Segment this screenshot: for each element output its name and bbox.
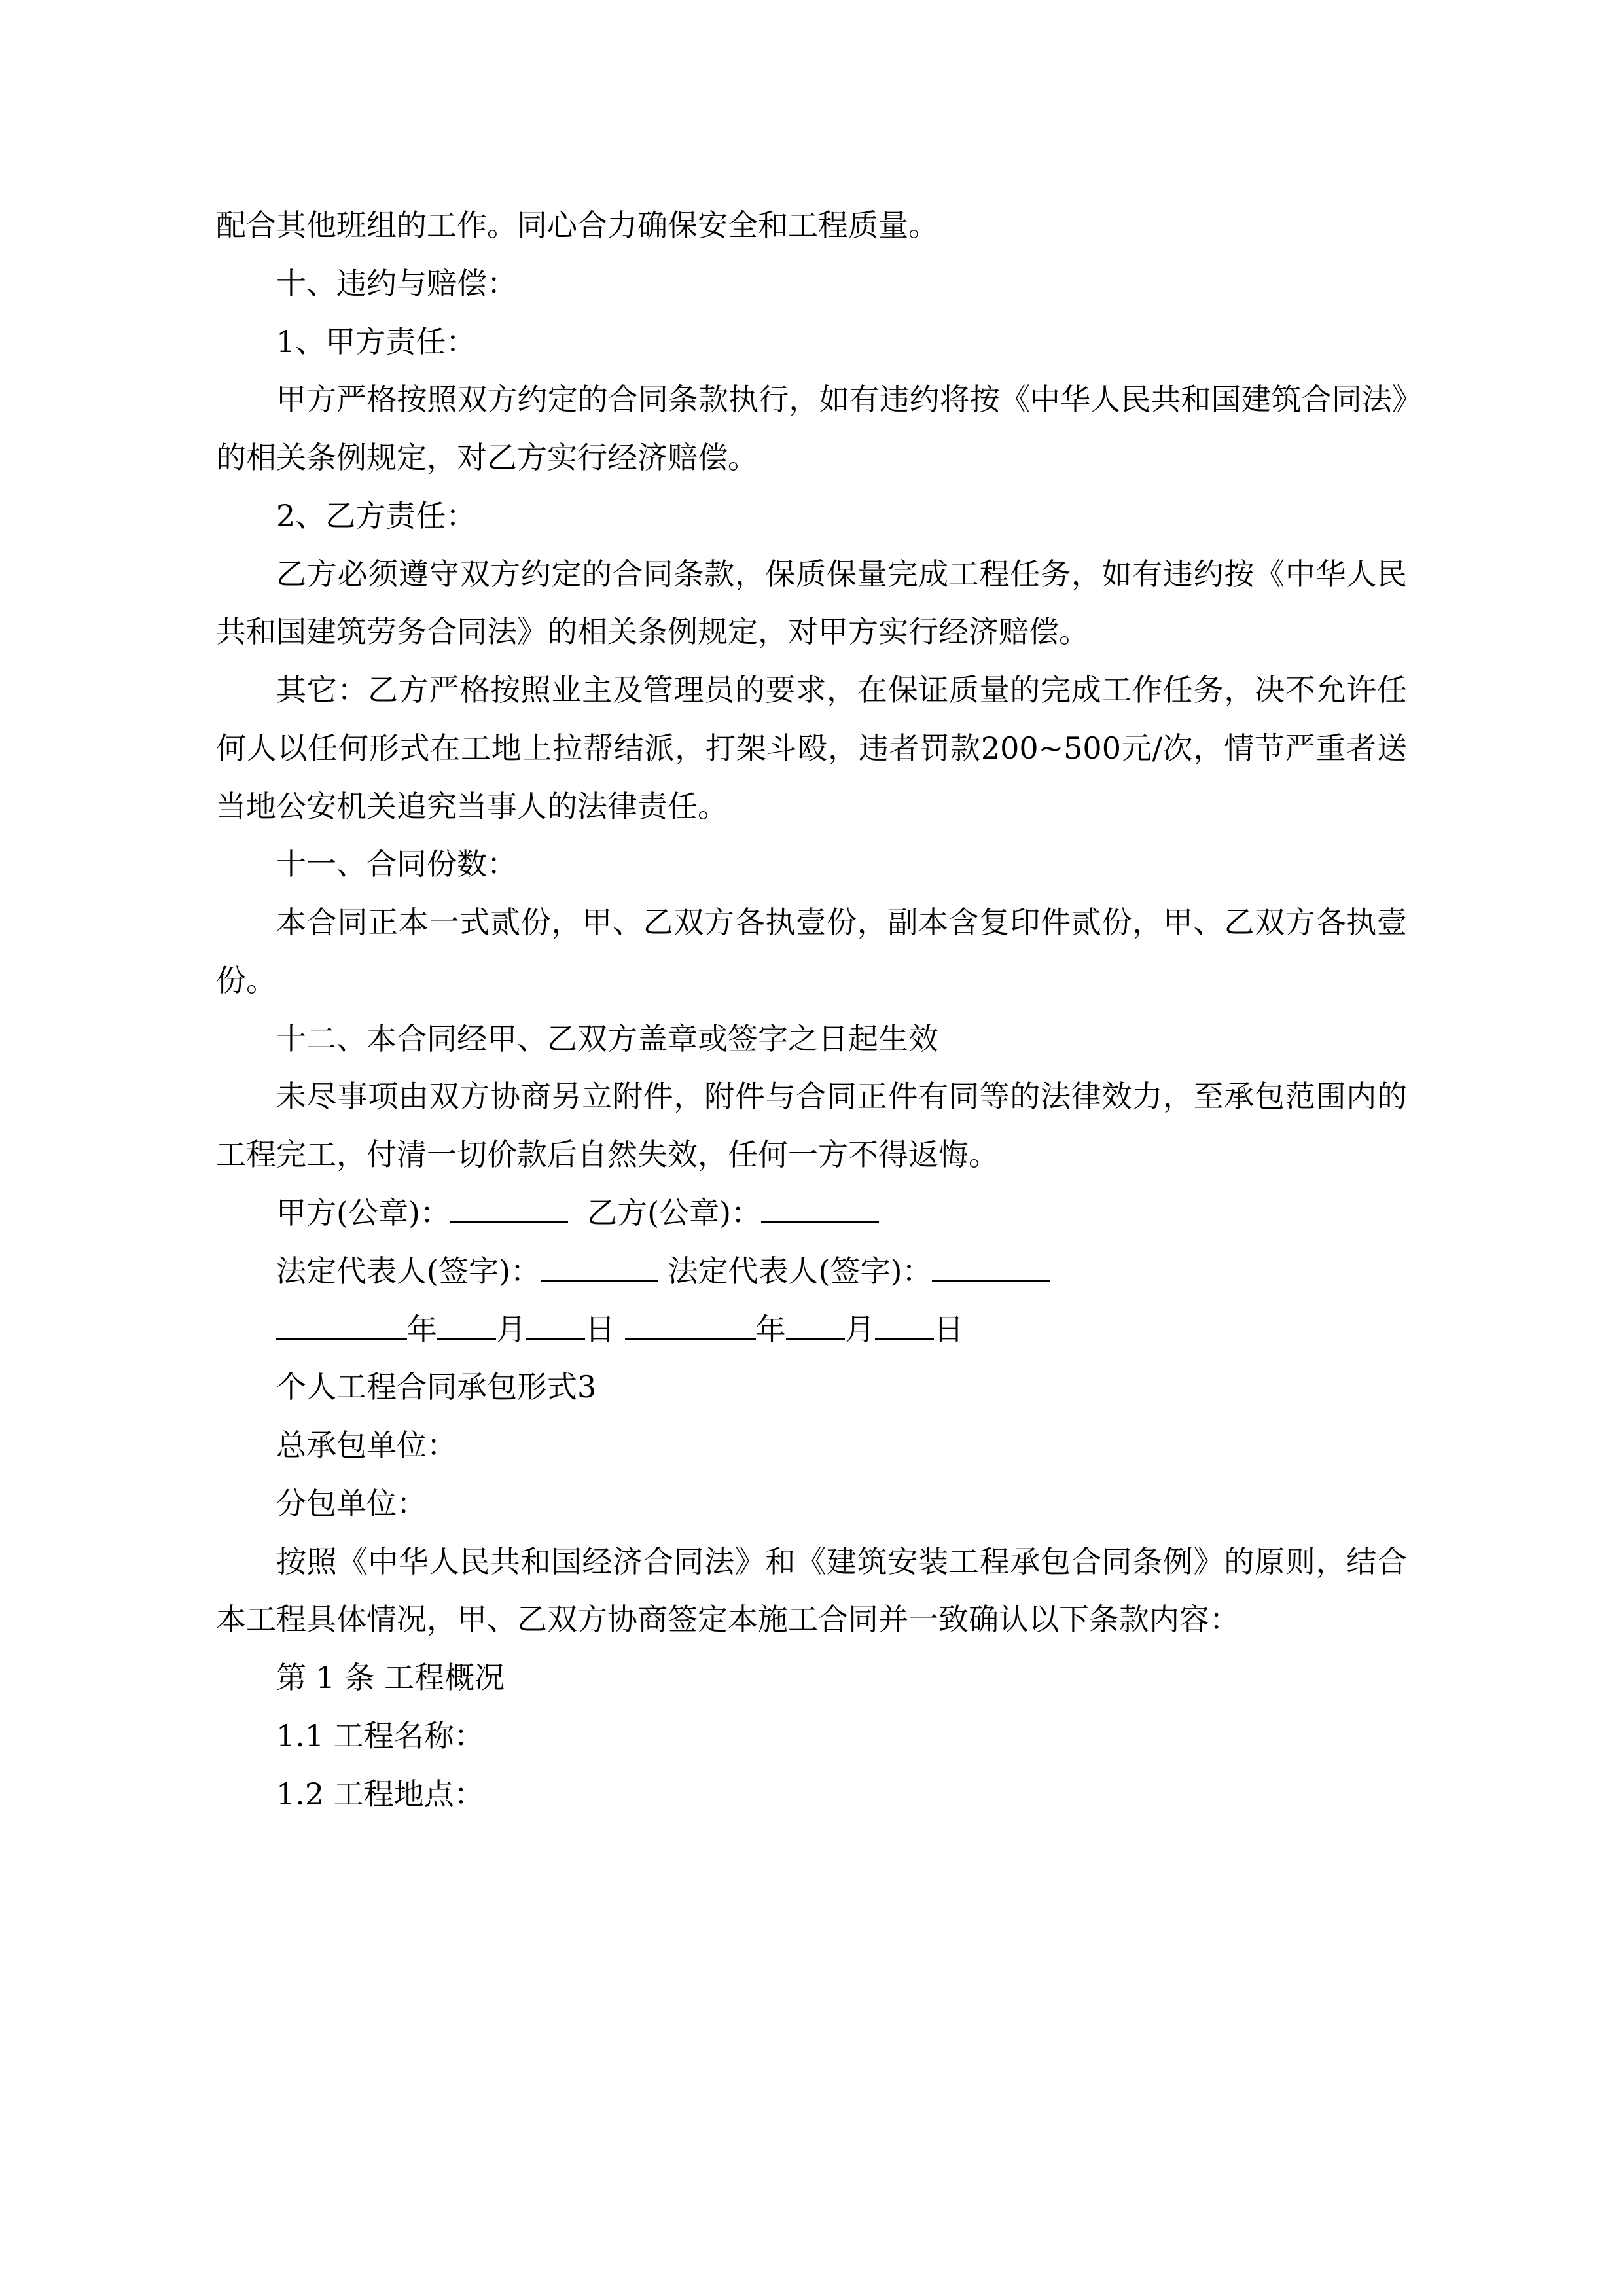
signature-rep-line xyxy=(216,1242,1407,1300)
month-label-a: 月 xyxy=(496,1311,526,1347)
paragraph: 甲方严格按照双方约定的合同条款执行，如有违约将按《中华人民共和国建筑合同法》的相关条例规定，对乙方实行经济赔偿。 xyxy=(216,382,1407,476)
paragraph: 分包单位： xyxy=(276,1485,427,1521)
party-a-seal-label: 甲方(公章)： xyxy=(276,1195,450,1231)
paragraph: 1.2 工程地点： xyxy=(276,1776,484,1812)
party-b-rep-label: 法定代表人(签字)： xyxy=(668,1253,933,1289)
party-a-rep-blank[interactable] xyxy=(541,1280,658,1282)
party-a-seal-blank[interactable] xyxy=(450,1221,568,1223)
paragraph: 1.1 工程名称： xyxy=(276,1717,484,1753)
paragraph: 本合同正本一式贰份，甲、乙双方各执壹份，副本含复印件贰份，甲、乙双方各执壹份。 xyxy=(216,905,1407,998)
party-b-rep-blank[interactable] xyxy=(932,1280,1050,1282)
document-body xyxy=(216,196,1407,1823)
paragraph: 十一、合同份数： xyxy=(276,846,517,882)
paragraph: 其它：乙方严格按照业主及管理员的要求，在保证质量的完成工作任务，决不允许任何人以任何形式在工地上拉帮结派，打架斗殴，违者罚款200~500元/次，情节严重者送当地公安机关追究当事人的法律责任。 xyxy=(216,672,1407,824)
year-label-a: 年 xyxy=(407,1311,437,1347)
paragraph: 1、甲方责任： xyxy=(276,323,476,359)
paragraph: 十、违约与赔偿： xyxy=(276,265,517,301)
paragraph: 十二、本合同经甲、乙双方盖章或签字之日起生效 xyxy=(276,1020,938,1056)
paragraph: 乙方必须遵守双方约定的合同条款，保质保量完成工程任务，如有违约按《中华人民共和国建筑劳务合同法》的相关条例规定，对甲方实行经济赔偿。 xyxy=(216,556,1407,650)
party-b-seal-label: 乙方(公章)： xyxy=(587,1195,762,1231)
signature-seal-line xyxy=(216,1184,1407,1242)
day-label-a: 日 xyxy=(585,1311,615,1347)
section-title: 个人工程合同承包形式3 xyxy=(276,1369,597,1405)
paragraph: 配合其他班组的工作。同心合力确保安全和工程质量。 xyxy=(216,207,938,243)
party-a-rep-label: 法定代表人(签字)： xyxy=(276,1253,541,1289)
month-label-b: 月 xyxy=(844,1311,875,1347)
paragraph: 第 1 条 工程概况 xyxy=(276,1660,505,1696)
party-b-day-blank[interactable] xyxy=(875,1338,934,1340)
paragraph: 总承包单位： xyxy=(276,1427,457,1463)
party-a-month-blank[interactable] xyxy=(437,1338,496,1340)
party-b-month-blank[interactable] xyxy=(786,1338,845,1340)
party-b-seal-blank[interactable] xyxy=(761,1221,879,1223)
paragraph: 2、乙方责任： xyxy=(276,497,476,533)
paragraph: 未尽事项由双方协商另立附件，附件与合同正件有同等的法律效力，至承包范围内的工程完工，付清一切价款后自然失效，任何一方不得返悔。 xyxy=(216,1079,1407,1173)
party-b-date-blank[interactable] xyxy=(625,1338,756,1340)
party-a-day-blank[interactable] xyxy=(526,1338,585,1340)
paragraph: 按照《中华人民共和国经济合同法》和《建筑安装工程承包合同条例》的原则，结合本工程具体情况，甲、乙双方协商签定本施工合同并一致确认以下条款内容： xyxy=(216,1543,1407,1638)
signature-date-line xyxy=(216,1300,1407,1359)
day-label-b: 日 xyxy=(933,1311,964,1347)
year-label-b: 年 xyxy=(755,1311,786,1347)
party-a-date-blank[interactable] xyxy=(276,1338,407,1340)
